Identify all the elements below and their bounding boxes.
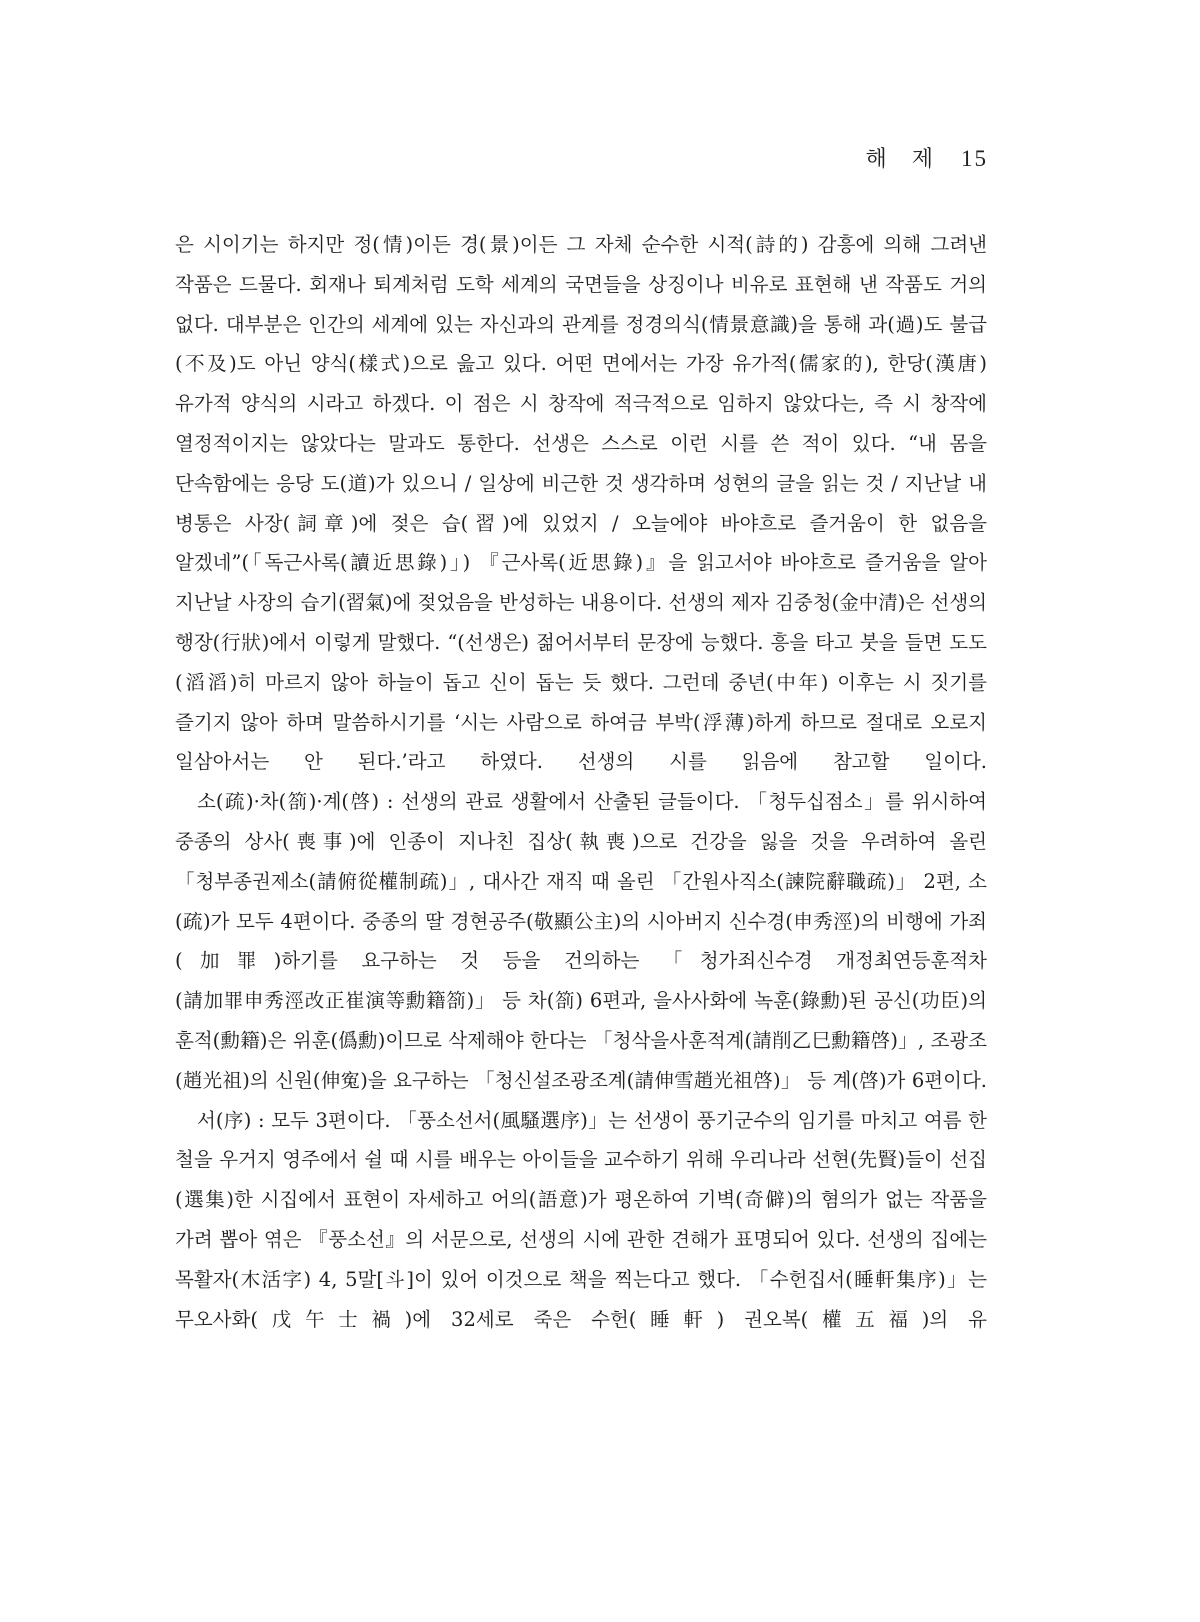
running-head [866, 142, 989, 173]
paragraph-prefaces: 서(序) : 모두 3편이다. 「풍소선서(風騷選序)」는 선생이 풍기군수의 임기를 마치고 여름 한 철을 우거지 영주에서 쉴 때 시를 배우는 아이들을 교수하기 위해 우리나라 선현(先賢)들이 선집(選集)한 시집에서 표현이 자세하고 어의(語意)가 평온하여 기벽(奇僻)의 혐의가 없는 작품을 가려 뽑아 엮은 『풍소선』의 서문으로, 선생의 시에 관한 견해가 표명되어 있다. 선생의 집에는 목활자(木活字) 4, 5말[斗]이 있어 이것으로 책을 찍는다고 했다. 「수헌집서(睡軒集序)」는 무오사화(戊午士禍)에 32세로 죽은 수헌(睡軒) 권오복(權五福)의 유 [175, 1108, 987, 1331]
page-number: 15 [961, 146, 988, 171]
body-text [175, 225, 987, 1339]
paragraph-poetry-commentary: 은 시이기는 하지만 정(情)이든 경(景)이든 그 자체 순수한 시적(詩的) 감흥에 의해 그려낸 작품은 드물다. 회재나 퇴계처럼 도학 세계의 국면들을 상징이나 비유로 표현해 낸 작품도 거의 없다. 대부분은 인간의 세계에 있는 자신과의 관계를 정경의식(情景意識)을 통해 과(過)도 불급(不及)도 아닌 양식(樣式)으로 읊고 있다. 어떤 면에서는 가장 유가적(儒家的), 한당(漢唐) 유가적 양식의 시라고 하겠다. 이 점은 시 창작에 적극적으로 임하지 않았다는, 즉 시 창작에 열정적이지는 않았다는 말과도 통한다. 선생은 스스로 이런 시를 쓴 적이 있다. “내 몸을 단속함에는 응당 도(道)가 있으니 / 일상에 비근한 것 생각하며 성현의 글을 읽는 것 / 지난날 내 병통은 사장(詞章)에 젖은 습(習)에 있었지 / 오늘에야 바야흐로 즐거움이 한 없음을 알겠네”(「독근사록(讀近思錄)」) 『근사록(近思錄)』을 읽고서야 바야흐로 즐거움을 알아 지난날 사장의 습기(習氣)에 젖었음을 반성하는 내용이다. 선생의 제자 김중청(金中清)은 선생의 행장(行狀)에서 이렇게 말했다. “(선생은) 젊어서부터 문장에 능했다. 흥을 타고 붓을 들면 도도(滔滔)히 마르지 않아 하늘이 돕고 신이 돕는 듯 했다. 그런데 중년(中年) 이후는 시 짓기를 즐기지 않아 하며 말씀하시기를 ‘시는 사람으로 하여금 부박(浮薄)하게 하므로 절대로 오로지 일삼아서는 안 된다.’라고 하였다. 선생의 시를 읽음에 참고할 일이다. [175, 233, 987, 774]
paragraph-memorials: 소(疏)·차(箚)·계(啓) : 선생의 관료 생활에서 산출된 글들이다. 「청두십점소」를 위시하여 중종의 상사(喪事)에 인종이 지나친 집상(執喪)으로 건강을 잃을 것을 우려하여 올린 「청부종권제소(請俯從權制疏)」, 대사간 재직 때 올린 「간원사직소(諫院辭職疏)」 2편, 소(疏)가 모두 4편이다. 중종의 딸 경현공주(敬顯公主)의 시아버지 신수경(申秀涇)의 비행에 가죄(加罪)하기를 요구하는 것 등을 건의하는 「청가죄신수경 개정최연등훈적차(請加罪申秀涇改正崔演等勳籍箚)」 등 차(箚) 6편과, 을사사화에 녹훈(錄勳)된 공신(功臣)의 훈적(勳籍)은 위훈(僞勳)이므로 삭제해야 한다는 「청삭을사훈적계(請削乙巳勳籍啓)」, 조광조(趙光祖)의 신원(伸寃)을 요구하는 「청신설조광조계(請伸雪趙光祖啓)」 등 계(啓)가 6편이다. [175, 790, 987, 1092]
section-title: 해 제 [865, 147, 942, 172]
